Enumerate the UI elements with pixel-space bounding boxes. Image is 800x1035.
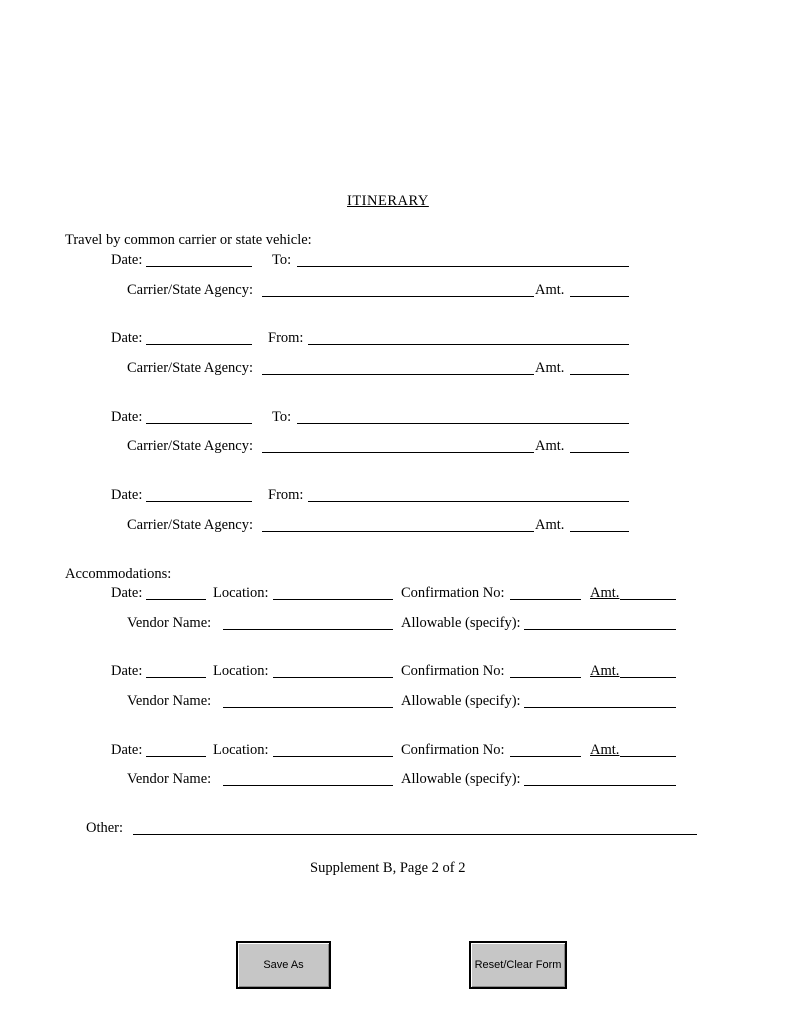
acc-date-label: Date:	[111, 585, 143, 601]
amt-field[interactable]	[570, 452, 629, 453]
confirmation-field[interactable]	[510, 677, 581, 678]
save-as-button[interactable]: Save As	[236, 941, 331, 989]
travel-from-label: From:	[268, 487, 304, 503]
vendor-label: Vendor Name:	[127, 615, 212, 631]
vendor-field[interactable]	[223, 785, 393, 786]
travel-date-field[interactable]	[146, 344, 252, 345]
travel-date-label: Date:	[111, 330, 143, 346]
acc-date-field[interactable]	[146, 599, 206, 600]
amt-field[interactable]	[570, 296, 629, 297]
carrier-field[interactable]	[262, 374, 534, 375]
confirmation-field[interactable]	[510, 756, 581, 757]
amt-field[interactable]	[570, 374, 629, 375]
acc-amt-label: Amt.	[590, 663, 620, 679]
carrier-label: Carrier/State Agency:	[127, 282, 254, 298]
carrier-label: Carrier/State Agency:	[127, 360, 254, 376]
acc-date-field[interactable]	[146, 756, 206, 757]
travel-from-label: From:	[268, 330, 304, 346]
page-footer: Supplement B, Page 2 of 2	[310, 860, 466, 876]
amt-label: Amt.	[535, 282, 565, 298]
acc-amt-field[interactable]	[620, 599, 676, 600]
travel-date-label: Date:	[111, 409, 143, 425]
acc-date-label: Date:	[111, 663, 143, 679]
location-label: Location:	[213, 742, 269, 758]
vendor-label: Vendor Name:	[127, 771, 212, 787]
location-label: Location:	[213, 663, 269, 679]
travel-from-field[interactable]	[308, 501, 629, 502]
other-field[interactable]	[133, 834, 697, 835]
allowable-label: Allowable (specify):	[401, 693, 521, 709]
acc-date-field[interactable]	[146, 677, 206, 678]
travel-heading: Travel by common carrier or state vehicle:	[65, 232, 312, 248]
amt-label: Amt.	[535, 517, 565, 533]
carrier-field[interactable]	[262, 531, 534, 532]
carrier-label: Carrier/State Agency:	[127, 438, 254, 454]
confirmation-label: Confirmation No:	[401, 742, 505, 758]
location-field[interactable]	[273, 599, 393, 600]
acc-amt-label: Amt.	[590, 585, 620, 601]
amt-label: Amt.	[535, 360, 565, 376]
travel-date-label: Date:	[111, 252, 143, 268]
confirmation-field[interactable]	[510, 599, 581, 600]
travel-date-field[interactable]	[146, 266, 252, 267]
vendor-field[interactable]	[223, 707, 393, 708]
carrier-field[interactable]	[262, 296, 534, 297]
confirmation-label: Confirmation No:	[401, 585, 505, 601]
location-field[interactable]	[273, 677, 393, 678]
vendor-label: Vendor Name:	[127, 693, 212, 709]
travel-to-field[interactable]	[297, 423, 629, 424]
allowable-field[interactable]	[524, 707, 676, 708]
other-label: Other:	[86, 820, 124, 836]
carrier-field[interactable]	[262, 452, 534, 453]
acc-amt-field[interactable]	[620, 756, 676, 757]
location-field[interactable]	[273, 756, 393, 757]
location-label: Location:	[213, 585, 269, 601]
travel-date-field[interactable]	[146, 501, 252, 502]
vendor-field[interactable]	[223, 629, 393, 630]
allowable-label: Allowable (specify):	[401, 771, 521, 787]
travel-from-field[interactable]	[308, 344, 629, 345]
amt-field[interactable]	[570, 531, 629, 532]
travel-to-label: To:	[272, 252, 292, 268]
page-title: ITINERARY	[347, 193, 429, 209]
confirmation-label: Confirmation No:	[401, 663, 505, 679]
travel-to-field[interactable]	[297, 266, 629, 267]
acc-date-label: Date:	[111, 742, 143, 758]
acc-amt-label: Amt.	[590, 742, 620, 758]
travel-date-field[interactable]	[146, 423, 252, 424]
travel-date-label: Date:	[111, 487, 143, 503]
acc-amt-field[interactable]	[620, 677, 676, 678]
allowable-field[interactable]	[524, 629, 676, 630]
amt-label: Amt.	[535, 438, 565, 454]
carrier-label: Carrier/State Agency:	[127, 517, 254, 533]
allowable-label: Allowable (specify):	[401, 615, 521, 631]
accommodations-heading: Accommodations:	[65, 566, 172, 582]
reset-clear-form-button[interactable]: Reset/Clear Form	[469, 941, 567, 989]
travel-to-label: To:	[272, 409, 292, 425]
allowable-field[interactable]	[524, 785, 676, 786]
